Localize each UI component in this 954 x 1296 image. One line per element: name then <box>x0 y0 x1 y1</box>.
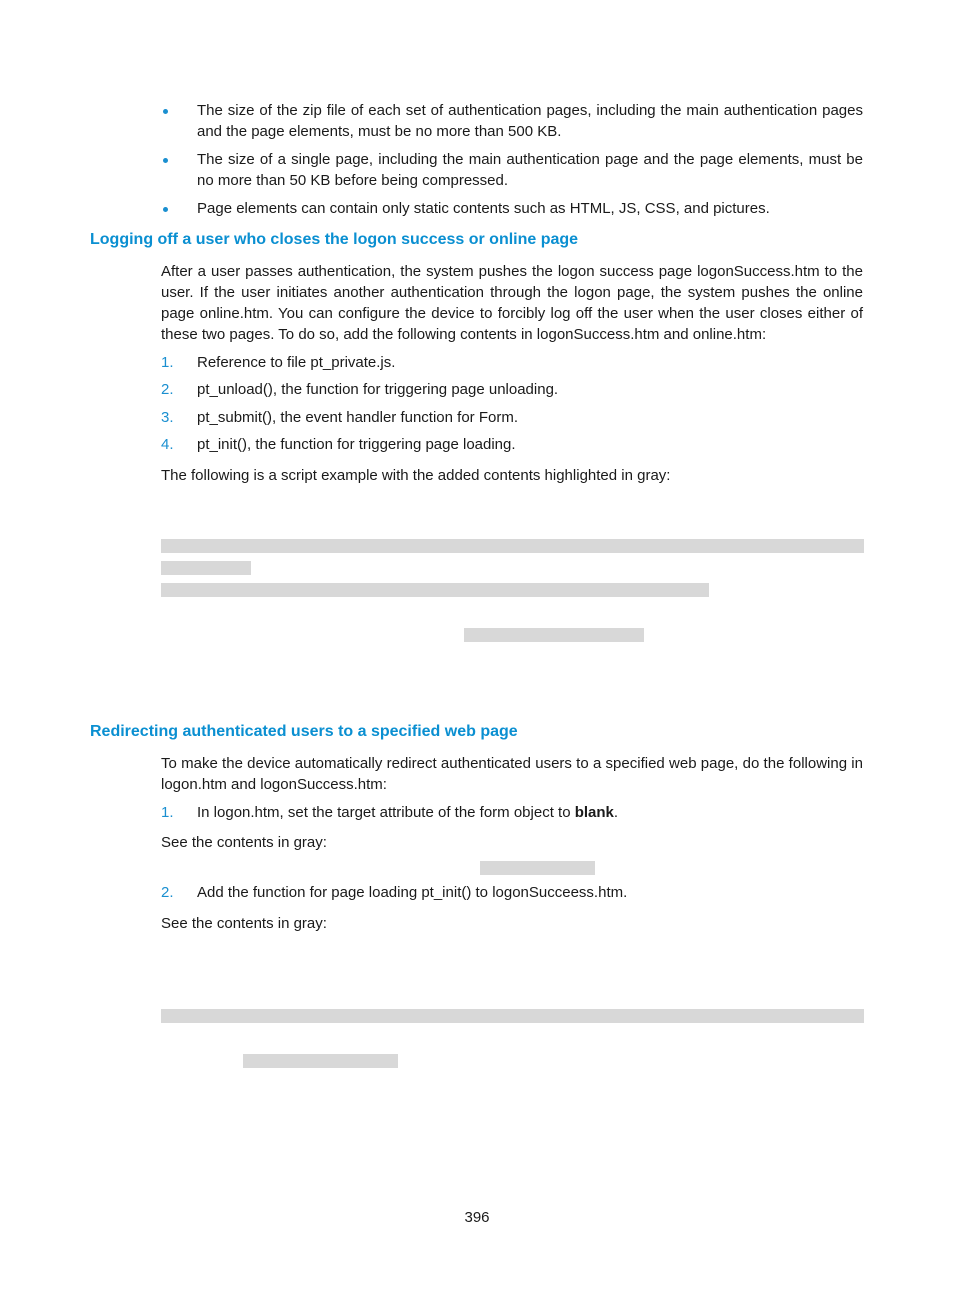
step-text-bold: blank <box>574 804 614 821</box>
step-number: 2. <box>161 884 174 901</box>
code-highlight <box>161 583 709 597</box>
step-text-end: . <box>613 804 619 821</box>
bullet-text: Page elements can contain only static contents such as HTML, JS, CSS, and pictures. <box>197 200 770 217</box>
step-number: 1. <box>161 354 174 371</box>
step-text: Reference to file pt_private.js. <box>197 354 396 371</box>
step-text-main: In logon.htm, set the target attribute of the form object to <box>197 804 575 821</box>
step-number: 3. <box>161 409 174 426</box>
step-number: 4. <box>161 436 174 453</box>
bullet-icon <box>163 158 168 163</box>
step-text: pt_unload(), the function for triggering page unloading. <box>197 381 559 398</box>
code-highlight <box>464 628 644 642</box>
step-text <box>197 802 618 823</box>
code-highlight <box>161 561 251 575</box>
step-text: pt_init(), the function for triggering page loading. <box>197 436 516 453</box>
step-text: pt_submit(), the event handler function for Form. <box>197 409 518 426</box>
bullet-text: The size of the zip file of each set of authentication pages, including the main authentication pages and the page elements, must be no more than 500 KB. <box>197 102 863 140</box>
section-heading: Logging off a user who closes the logon success or online page <box>90 231 579 248</box>
example-note: The following is a script example with the added contents highlighted in gray: <box>161 467 671 484</box>
code-highlight <box>161 1009 864 1023</box>
see-contents-note: See the contents in gray: <box>161 915 327 932</box>
bullet-text: The size of a single page, including the main authentication page and the page elements, must be no more than 50 KB before being compressed. <box>197 151 863 189</box>
section-intro: To make the device automatically redirect authenticated users to a specified web page, do the following in logon.htm and logonSuccess.htm: <box>161 755 863 793</box>
step-text: Add the function for page loading pt_init() to logonSucceess.htm. <box>197 884 628 901</box>
see-contents-note: See the contents in gray: <box>161 834 327 851</box>
code-highlight <box>480 861 595 875</box>
code-highlight <box>161 539 864 553</box>
section-heading: Redirecting authenticated users to a specified web page <box>90 723 518 740</box>
bullet-icon <box>163 207 168 212</box>
code-highlight <box>243 1054 398 1068</box>
section-intro: After a user passes authentication, the system pushes the logon success page logonSuccess.htm to the user. If the user initiates another authentication through the logon page, the system pushes the online page online.htm. You can configure the device to forcibly log off the user when the user closes either of these two pages. To do so, add the following contents in logonSuccess.htm and online.htm: <box>161 263 863 343</box>
page-number: 396 <box>464 1209 490 1226</box>
step-number: 1. <box>161 804 174 821</box>
bullet-icon <box>163 109 168 114</box>
step-number: 2. <box>161 381 174 398</box>
